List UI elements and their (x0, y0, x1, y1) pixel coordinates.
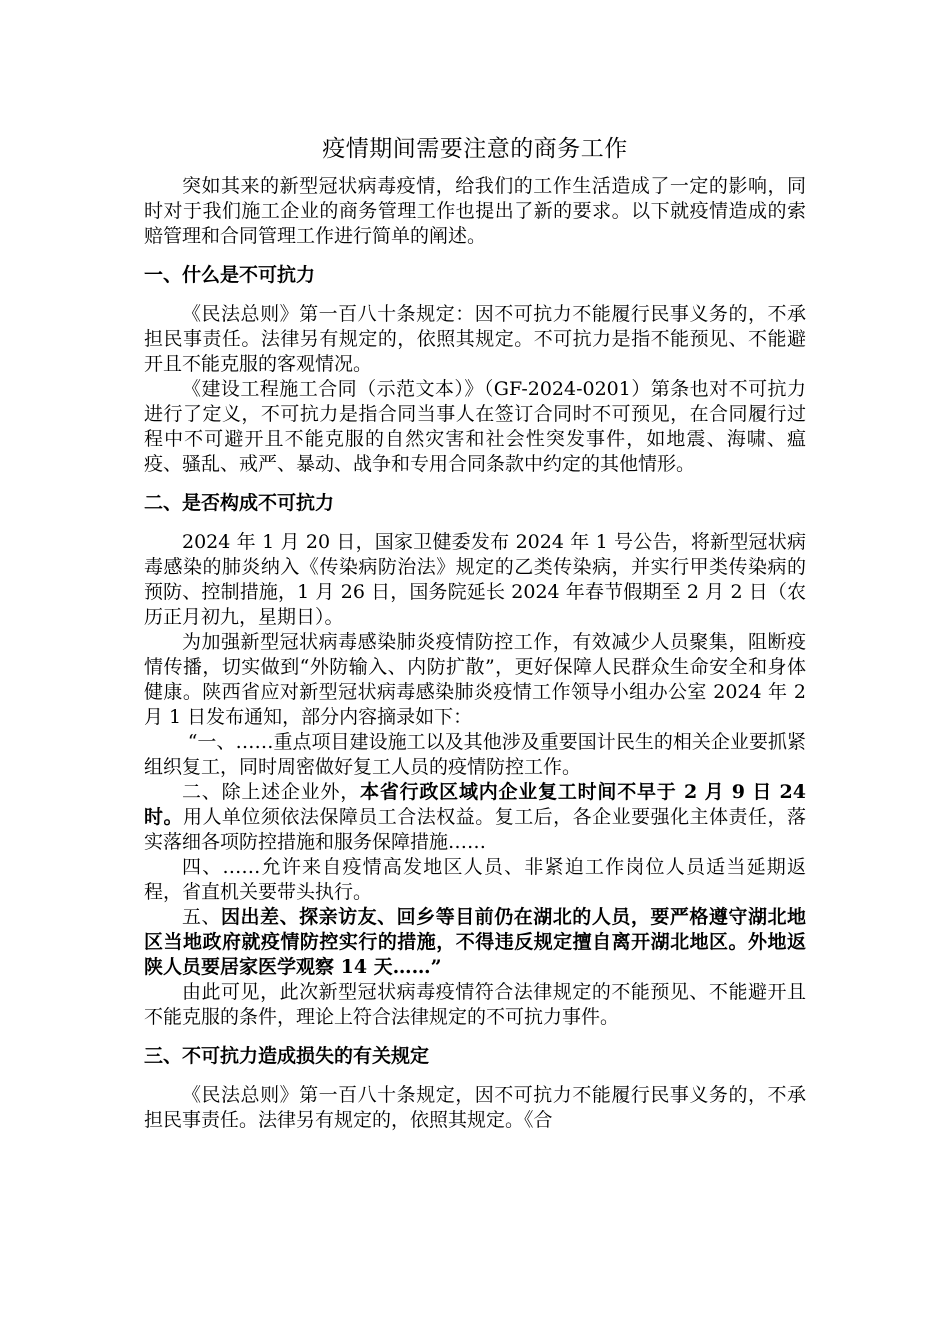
quote-item-2-emphasis: 本省行政区域内企业复工时间不早于 2 月 9 日 24 时。 (144, 781, 806, 828)
section-heading-1: 一、什么是不可抗力 (144, 264, 316, 286)
section2-paragraph-1: 2024 年 1 月 20 日，国家卫健委发布 2024 年 1 号公告，将新型冠状病毒感染的肺炎纳入《传染病防治法》规定的乙类传染病，并实行甲类传染病的预防、控制措施，1 月 26 日，国务院延长 2024 年春节假期至 2 月 2 日（农历正月初九，星期日）。 (144, 531, 806, 628)
quote-item-2-lead: 二、除上述企业外， (182, 781, 361, 803)
section-heading-3: 三、不可抗力造成损失的有关规定 (144, 1045, 430, 1067)
section3-paragraph-1: 《民法总则》第一百八十条规定，因不可抗力不能履行民事义务的，不承担民事责任。法律另有规定的，依照其规定。《合 (144, 1084, 806, 1131)
quote-item-1: “一、……重点项目建设施工以及其他涉及重要国计民生的相关企业要抓紧组织复工，同时周密做好复工人员的疫情防控工作。 (144, 731, 806, 778)
section2-conclusion: 由此可见，此次新型冠状病毒疫情符合法律规定的不能预见、不能避开且不能克服的条件，理论上符合法律规定的不可抗力事件。 (144, 981, 806, 1028)
section1-paragraph-1: 《民法总则》第一百八十条规定：因不可抗力不能履行民事义务的，不承担民事责任。法律另有规定的，依照其规定。不可抗力是指不能预见、不能避开且不能克服的客观情况。 (144, 303, 806, 375)
document-title: 疫情期间需要注意的商务工作 (322, 136, 628, 162)
quote-item-5-emphasis: 因出差、探亲访友、回乡等目前仍在湖北的人员，要严格遵守湖北地区当地政府就疫情防控实行的措施，不得违反规定擅自离开湖北地区。外地返陕人员要居家医学观察 14 天……” (144, 906, 806, 978)
section-heading-2: 二、是否构成不可抗力 (144, 492, 335, 514)
section2-paragraph-2: 为加强新型冠状病毒感染肺炎疫情防控工作，有效减少人员聚集，阻断疫情传播，切实做到“外防输入、内防扩散”，更好保障人民群众生命安全和身体健康。陕西省应对新型冠状病毒感染肺炎疫情工作领导小组办公室 2024 年 2 月 1 日发布通知，部分内容摘录如下： (144, 631, 806, 728)
quote-item-2-rest: 用人单位须依法保障员工合法权益。复工后，各企业要强化主体责任，落实落细各项防控措施和服务保障措施…… (144, 806, 806, 853)
quote-item-4: 四、……允许来自疫情高发地区人员、非紧迫工作岗位人员适当延期返程，省直机关要带头执行。 (144, 856, 806, 903)
section1-paragraph-2: 《建设工程施工合同（示范文本）》（GF-2024-0201）第条也对不可抗力进行了定义，不可抗力是指合同当事人在签订合同时不可预见，在合同履行过程中不可避开且不能克服的自然灾害和社会性突发事件，如地震、海啸、瘟疫、骚乱、戒严、暴动、战争和专用合同条款中约定的其他情形。 (144, 378, 806, 475)
intro-paragraph: 突如其来的新型冠状病毒疫情，给我们的工作生活造成了一定的影响，同时对于我们施工企业的商务管理工作也提出了新的要求。以下就疫情造成的索赔管理和合同管理工作进行简单的阐述。 (144, 175, 806, 247)
quote-item-5-lead: 五、 (182, 906, 222, 928)
document-body (144, 132, 806, 1133)
quote-item-5 (144, 905, 806, 980)
quote-item-2 (144, 780, 806, 855)
